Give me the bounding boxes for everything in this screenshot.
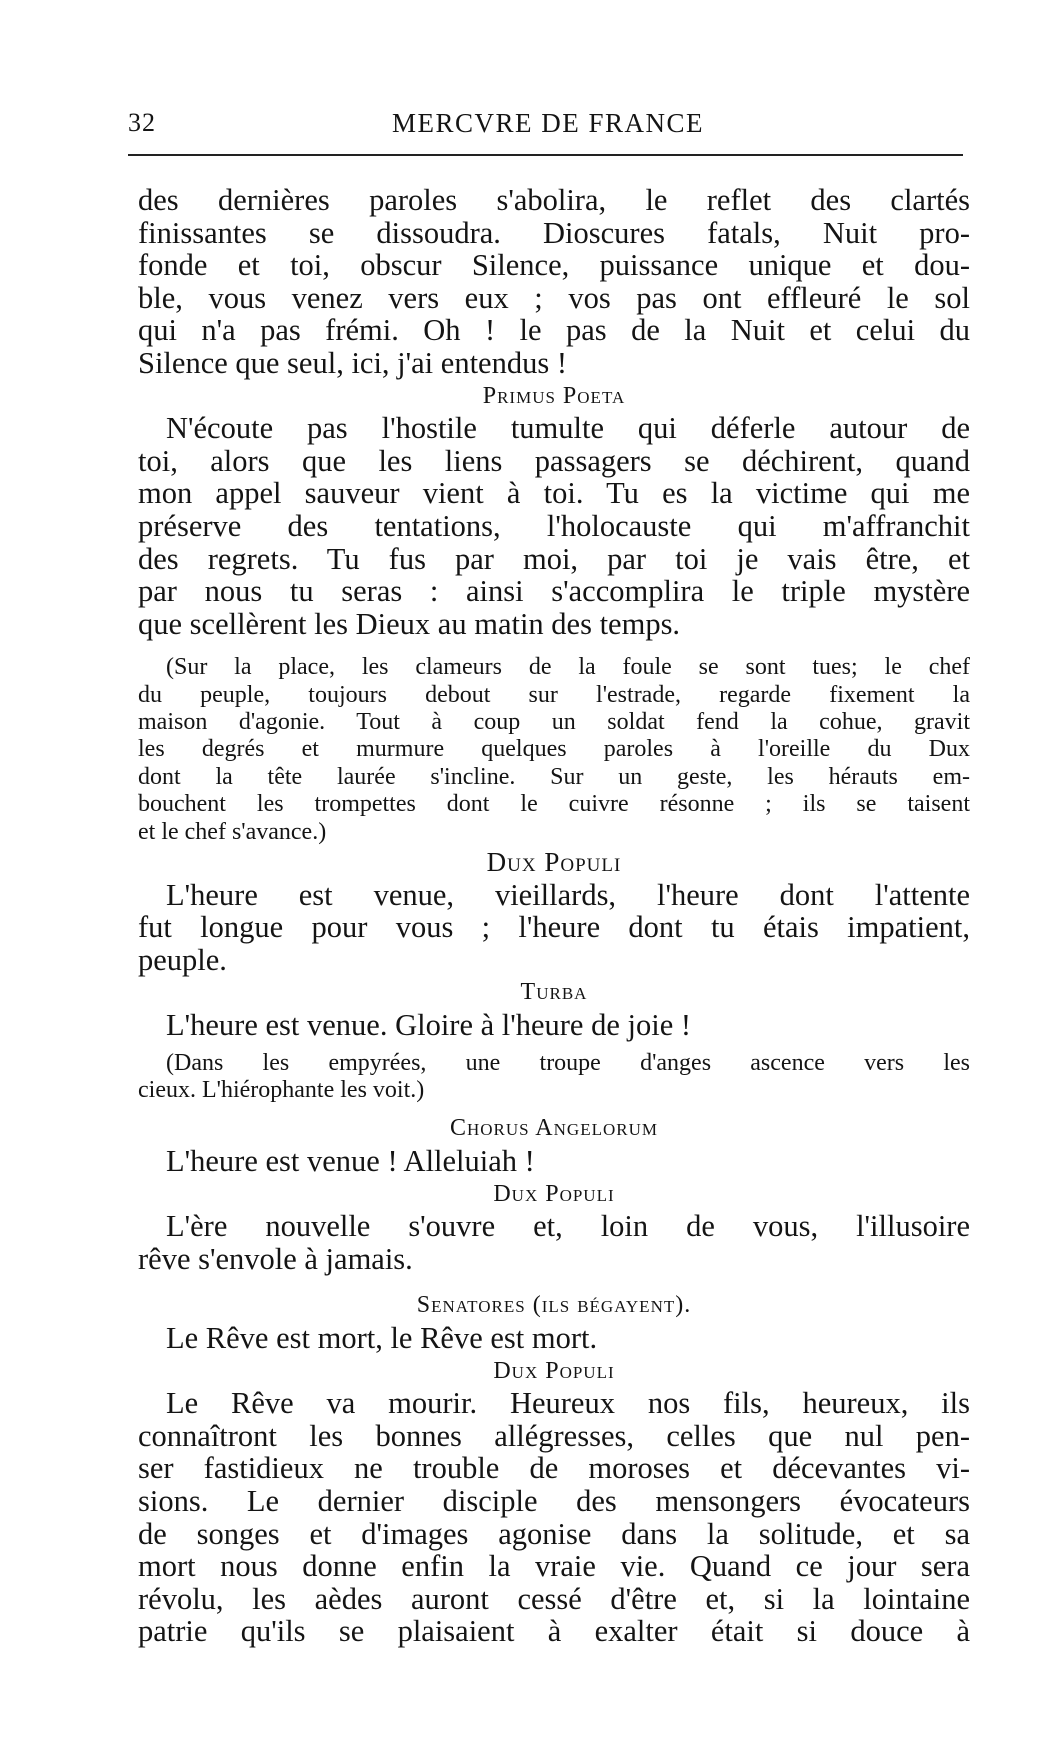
page-number: 32 xyxy=(128,108,156,137)
speaker-name: Senatores (ils bégayent). xyxy=(416,1292,692,1319)
text-line: Le Rêve va mourir. Heureux nos fils, heureux, ils xyxy=(166,1386,970,1421)
stage-direction-line: les degrés et murmure quelques paroles à l'oreille du Dux xyxy=(138,736,970,763)
stage-direction-line: du peuple, toujours debout sur l'estrade, regarde fixement la xyxy=(138,681,970,708)
text-line: finissantes se dissoudra. Dioscures fatals, Nuit pro- xyxy=(138,215,970,250)
text-line: mon appel sauveur vient à toi. Tu es la victime qui me xyxy=(138,476,970,511)
speaker-name: Turba xyxy=(520,979,588,1006)
page-body xyxy=(138,184,970,1648)
text-line: Silence que seul, ici, j'ai entendus ! xyxy=(138,345,567,380)
text-line: révolu, les aèdes auront cessé d'être et, si la lointaine xyxy=(138,1581,970,1616)
text-line: sions. Le dernier disciple des mensongers évocateurs xyxy=(138,1483,970,1518)
text-line: des dernières paroles s'abolira, le reflet des clartés xyxy=(138,183,970,217)
header-rule xyxy=(128,154,963,156)
text-line: L'heure est venue ! Alleluiah ! xyxy=(166,1143,535,1178)
text-line: des regrets. Tu fus par moi, par toi je vais être, et xyxy=(138,541,970,576)
stage-direction-line: (Dans les empyrées, une troupe d'anges ascence vers les xyxy=(166,1049,970,1076)
stage-direction-line: bouchent les trompettes dont le cuivre résonne ; ils se taisent xyxy=(138,791,970,818)
text-line: rêve s'envole à jamais. xyxy=(138,1241,413,1276)
text-line: peuple. xyxy=(138,942,227,977)
page-header xyxy=(128,108,968,148)
text-line: par nous tu seras : ainsi s'accomplira le triple mystère xyxy=(138,574,970,609)
text-line: patrie qu'ils se plaisaient à exalter était si douce à xyxy=(138,1614,970,1649)
text-line: toi, alors que les liens passagers se déchirent, quand xyxy=(138,443,970,478)
text-line: qui n'a pas frémi. Oh ! le pas de la Nuit et celui du xyxy=(138,313,970,348)
speaker-name: Dux Populi xyxy=(493,1180,615,1207)
speaker-name: Chorus Angelorum xyxy=(450,1115,658,1142)
text-line: que scellèrent les Dieux au matin des temps. xyxy=(138,606,681,641)
text-line: L'ère nouvelle s'ouvre et, loin de vous, l'illusoire xyxy=(166,1209,970,1244)
text-line: L'heure est venue, vieillards, l'heure dont l'attente xyxy=(166,877,970,912)
speaker-name: Primus Poeta xyxy=(482,382,626,409)
stage-direction-line: et le chef s'avance.) xyxy=(138,818,327,845)
text-line: ser fastidieux ne trouble de moroses et décevantes vi- xyxy=(138,1451,970,1486)
text-line: ble, vous venez vers eux ; vos pas ont effleuré le sol xyxy=(138,280,970,315)
text-line: connaîtront les bonnes allégresses, celles que nul pen- xyxy=(138,1418,970,1453)
text-line: Le Rêve est mort, le Rêve est mort. xyxy=(166,1320,598,1355)
stage-direction-line: (Sur la place, les clameurs de la foule se sont tues; le chef xyxy=(166,654,970,681)
text-line: préserve des tentations, l'holocauste qui m'affranchit xyxy=(138,508,970,543)
text-line: fut longue pour vous ; l'heure dont tu étais impatient, xyxy=(138,910,970,945)
stage-direction-line: cieux. L'hiérophante les voit.) xyxy=(138,1077,425,1103)
text-line: fonde et toi, obscur Silence, puissance unique et dou- xyxy=(138,248,970,283)
speaker-name: Dux Populi xyxy=(493,1357,615,1384)
text-line: mort nous donne enfin la vraie vie. Quand ce jour sera xyxy=(138,1549,970,1584)
text-line: N'écoute pas l'hostile tumulte qui déferle autour de xyxy=(166,411,970,446)
speaker-name: Dux Populi xyxy=(486,847,622,878)
running-title: MERCVRE DE FRANCE xyxy=(391,108,705,138)
stage-direction-line: maison d'agonie. Tout à coup un soldat fend la cohue, gravit xyxy=(138,709,970,736)
stage-direction-line: dont la tête laurée s'incline. Sur un geste, les hérauts em- xyxy=(138,763,970,790)
text-line: L'heure est venue. Gloire à l'heure de joie ! xyxy=(166,1008,692,1043)
text-line: de songes et d'images agonise dans la solitude, et sa xyxy=(138,1516,970,1551)
